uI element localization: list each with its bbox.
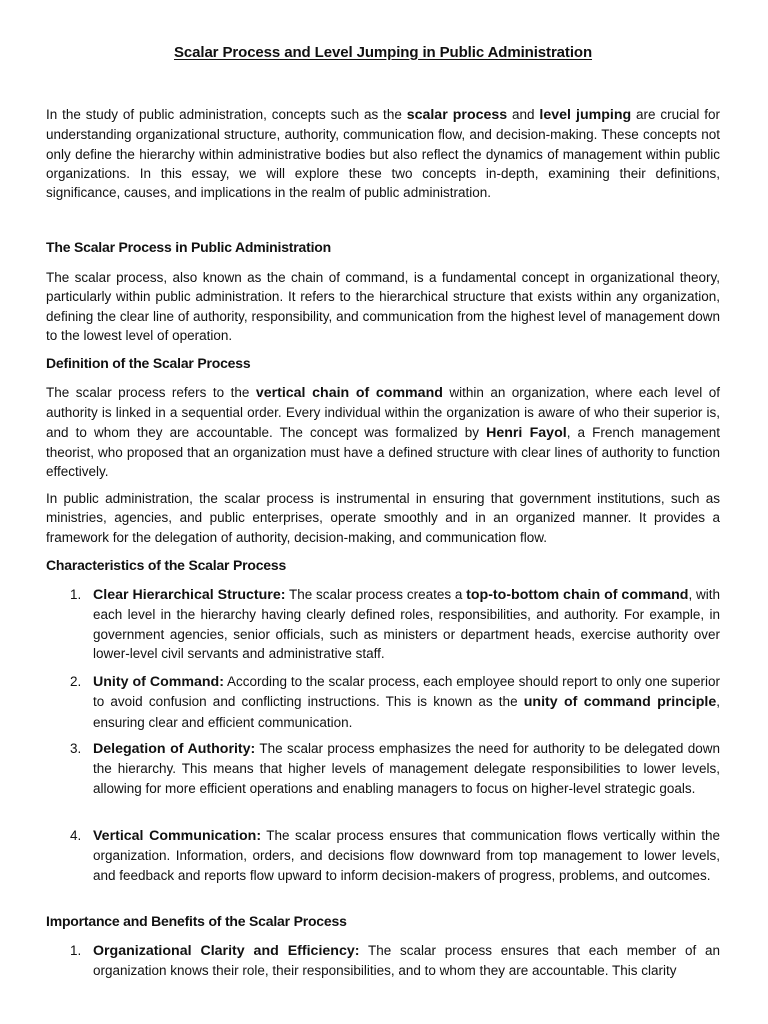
list-item-number: 3. — [70, 741, 82, 756]
section-heading-scalar-process: The Scalar Process in Public Administration — [46, 239, 331, 255]
list-item — [46, 585, 720, 663]
list-item-number: 1. — [70, 587, 82, 602]
page-title: Scalar Process and Level Jumping in Public Administration — [173, 44, 593, 61]
list-item-text: The scalar process creates a — [285, 587, 467, 602]
list-item — [46, 672, 720, 732]
intro-text: and — [507, 107, 540, 122]
definition-text: The scalar process refers to the — [46, 385, 256, 400]
list-item-text: The scalar process emphasizes the need for authority to be delegated down the hierarchy. This means that higher levels of management delegate responsibilities to lower levels, allowing for more efficient operations and enabling managers to focus on higher-level strategic goals. — [93, 741, 720, 796]
list-item-text: , ensuring clear and efficient communication. — [93, 694, 720, 730]
list-item-text: The scalar process ensures that communication flows vertically within the organization. Information, orders, and decisions flow downward from top management to lower levels, and feedback and reports flow upward to inform decision-makers of progress, problems, and outcomes. — [93, 828, 720, 883]
importance-list — [46, 941, 720, 981]
list-item — [46, 739, 720, 798]
characteristics-list — [46, 739, 720, 798]
list-item-text: According to the scalar process, each employee should report to only one superior to avoid confusion and conflicting instructions. This is known as the — [93, 674, 720, 710]
intro-paragraph — [46, 105, 720, 202]
characteristics-list — [46, 585, 720, 663]
definition-text: within an organization, where each level of authority is linked in a sequential order. Every individual within the organization is aware of who their superior is, and to whom they are accountable. The concept was formalized by — [46, 385, 720, 440]
definition-text: , a French management theorist, who proposed that an organization must have a defined structure with clear lines of authority to function effectively. — [46, 424, 720, 480]
list-item-text: The scalar process ensures that each member of an organization knows their role, their responsibilities, and to whom they are accountable. This clarity — [93, 943, 720, 979]
list-item — [46, 941, 720, 981]
definition-term-vertical-chain: vertical chain of command — [255, 385, 443, 401]
intro-term-level-jumping: level jumping — [539, 107, 632, 123]
section-heading-characteristics: Characteristics of the Scalar Process — [46, 557, 287, 573]
intro-term-scalar-process: scalar process — [406, 107, 508, 123]
list-item — [46, 826, 720, 885]
intro-text: are crucial for understanding organizational structure, authority, communication flow, and decision-making. These concepts not only define the hierarchy within administrative bodies but also reflect the dynamics of management within public organizations. In this essay, we will explore these two concepts in-depth, examining their definitions, significance, causes, and implications in the realm of public administration. — [46, 107, 720, 201]
section-heading-definition: Definition of the Scalar Process — [46, 355, 251, 371]
list-item-number: 1. — [70, 943, 82, 958]
list-item-label: Vertical Communication: — [93, 828, 262, 844]
list-item-label: Organizational Clarity and Efficiency: — [93, 943, 360, 959]
section-heading-importance: Importance and Benefits of the Scalar Process — [46, 913, 347, 929]
definition-paragraph-1 — [46, 383, 720, 481]
list-item-number: 4. — [70, 828, 82, 843]
list-item-term: unity of command principle — [523, 694, 717, 711]
intro-text: In the study of public administration, concepts such as the — [46, 107, 407, 122]
list-item-number: 2. — [70, 674, 82, 689]
list-item-label: Delegation of Authority: — [93, 741, 256, 757]
list-item-label: Unity of Command: — [93, 674, 224, 690]
section-scalar-process-paragraph: The scalar process, also known as the chain of command, is a fundamental concept in organizational theory, particularly within public administration. It refers to the hierarchical structure that exists within any organization, defining the clear line of authority, responsibility, and communication from the highest level of management down to the lowest level of operation. — [46, 270, 720, 343]
characteristics-list — [46, 826, 720, 885]
characteristics-list — [46, 672, 720, 732]
list-item-text: , with each level in the hierarchy having clearly defined roles, responsibilities, and authority. For example, in government agencies, senior officials, such as ministers or department heads, exercise authority over lower-level civil servants and administrative staff. — [93, 587, 720, 661]
definition-term-henri-fayol: Henri Fayol — [486, 424, 567, 441]
list-item-label: Clear Hierarchical Structure: — [93, 587, 286, 603]
definition-paragraph-2: In public administration, the scalar process is instrumental in ensuring that government institutions, such as ministries, agencies, and public enterprises, operate smoothly and in an organized manner. It provides a framework for the delegation of authority, decision-making, and communication flow. — [46, 491, 720, 545]
list-item-term: top-to-bottom chain of command — [466, 587, 689, 603]
